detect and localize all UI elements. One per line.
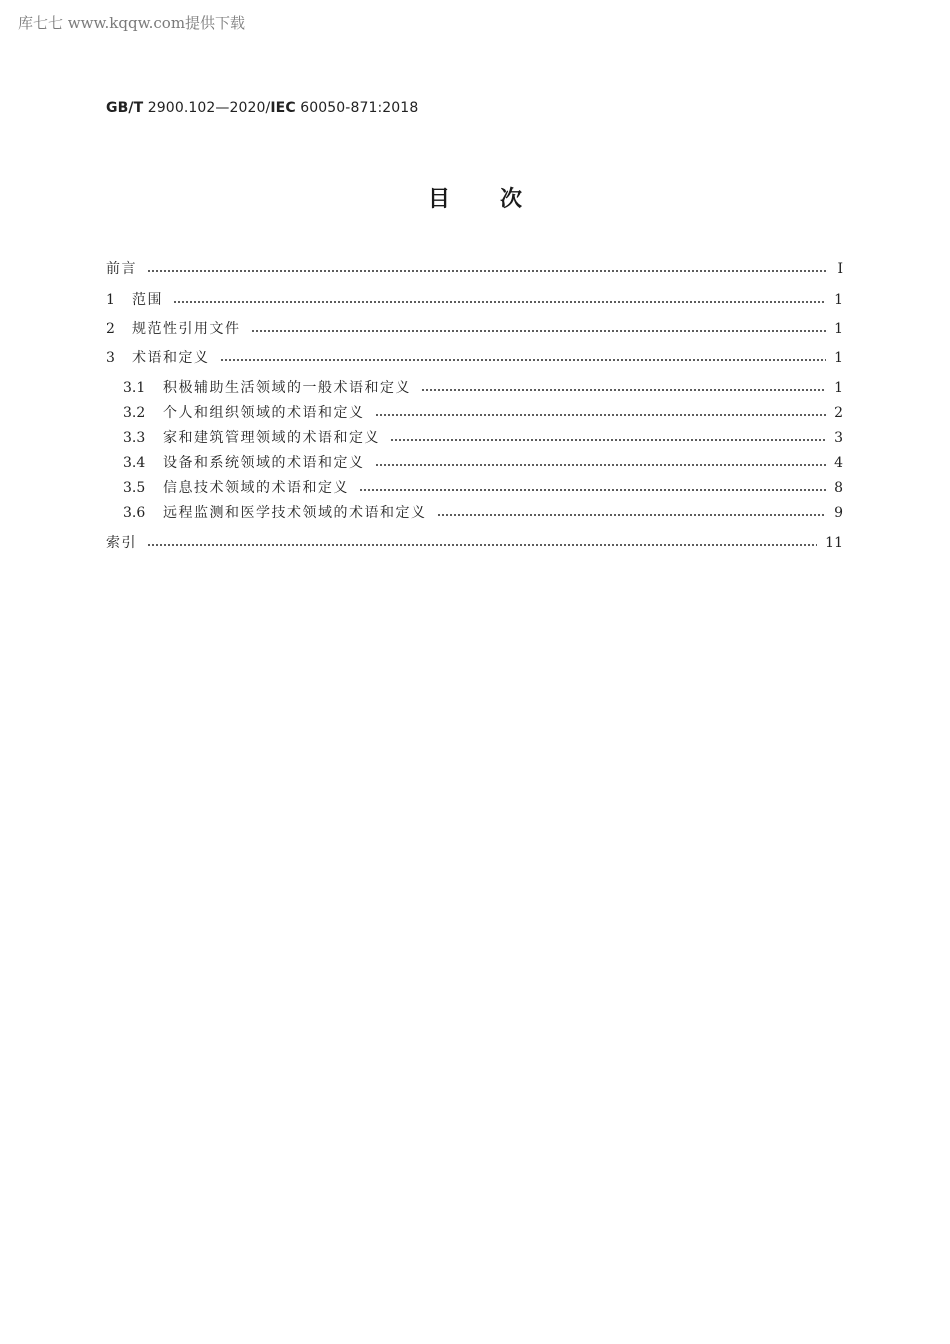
toc-entry-normative-references[interactable] bbox=[106, 318, 843, 340]
watermark-text: 库七七 www.kqqw.com提供下载 bbox=[18, 14, 246, 32]
toc-page-number: 3 bbox=[834, 430, 843, 446]
toc-entry-label: 范围 bbox=[132, 292, 163, 308]
toc-page-number: 8 bbox=[834, 480, 843, 496]
toc-page-number: 9 bbox=[834, 505, 843, 521]
toc-dot-leader bbox=[390, 439, 826, 441]
toc-entry-3-1[interactable] bbox=[123, 377, 843, 399]
toc-entry-3-2[interactable] bbox=[123, 402, 843, 424]
toc-dot-leader bbox=[359, 489, 826, 491]
toc-dot-leader bbox=[421, 389, 826, 391]
toc-dot-leader bbox=[375, 464, 827, 466]
toc-page-number: 1 bbox=[834, 380, 843, 396]
toc-entry-index[interactable] bbox=[106, 532, 843, 554]
toc-entry-label: 积极辅助生活领域的一般术语和定义 bbox=[163, 380, 411, 396]
toc-entry-label: 远程监测和医学技术领域的术语和定义 bbox=[163, 505, 427, 521]
toc-page-number: 1 bbox=[834, 321, 843, 337]
standard-number-header bbox=[106, 100, 418, 116]
page-title: 目次 bbox=[427, 187, 572, 212]
toc-entry-number: 3.6 bbox=[123, 505, 146, 521]
standard-number: 2900.102—2020/ bbox=[147, 100, 271, 116]
toc-entry-foreword[interactable] bbox=[106, 258, 843, 280]
toc-entry-3-5[interactable] bbox=[123, 477, 843, 499]
toc-dot-leader bbox=[251, 330, 827, 332]
toc-entry-label: 家和建筑管理领域的术语和定义 bbox=[163, 430, 380, 446]
iec-prefix: IEC bbox=[270, 100, 296, 116]
toc-page-number: 2 bbox=[834, 405, 843, 421]
iec-number: 60050-871:2018 bbox=[300, 100, 419, 116]
toc-dot-leader bbox=[147, 544, 817, 546]
toc-entry-label: 索引 bbox=[106, 535, 137, 551]
toc-entry-label: 设备和系统领域的术语和定义 bbox=[163, 455, 365, 471]
standard-prefix: GB/T bbox=[106, 100, 144, 116]
toc-page-number: 4 bbox=[834, 455, 843, 471]
toc-entry-number: 3.1 bbox=[123, 380, 146, 396]
toc-entry-number: 3.4 bbox=[123, 455, 146, 471]
toc-entry-3-3[interactable] bbox=[123, 427, 843, 449]
toc-dot-leader bbox=[220, 359, 827, 361]
toc-entry-scope[interactable] bbox=[106, 289, 843, 311]
toc-entry-number: 3 bbox=[106, 350, 115, 366]
toc-page-number: 11 bbox=[825, 535, 843, 551]
toc-entry-label: 个人和组织领域的术语和定义 bbox=[163, 405, 365, 421]
toc-page-number: 1 bbox=[834, 292, 843, 308]
toc-entry-number: 3.3 bbox=[123, 430, 146, 446]
toc-entry-label: 规范性引用文件 bbox=[132, 321, 241, 337]
toc-entry-number: 3.5 bbox=[123, 480, 146, 496]
toc-dot-leader bbox=[147, 270, 827, 272]
toc-entry-number: 3.2 bbox=[123, 405, 146, 421]
toc-entry-terms-definitions[interactable] bbox=[106, 347, 843, 369]
toc-entry-label: 信息技术领域的术语和定义 bbox=[163, 480, 349, 496]
toc-dot-leader bbox=[173, 301, 826, 303]
toc-entry-label: 术语和定义 bbox=[132, 350, 210, 366]
toc-dot-leader bbox=[437, 514, 827, 516]
toc-entry-number: 2 bbox=[106, 321, 115, 337]
toc-entry-label: 前言 bbox=[106, 261, 137, 277]
toc-dot-leader bbox=[375, 414, 827, 416]
toc-page-number: 1 bbox=[834, 350, 843, 366]
toc-page-number: I bbox=[837, 261, 843, 277]
toc-entry-number: 1 bbox=[106, 292, 115, 308]
toc-entry-3-4[interactable] bbox=[123, 452, 843, 474]
toc-entry-3-6[interactable] bbox=[123, 502, 843, 524]
